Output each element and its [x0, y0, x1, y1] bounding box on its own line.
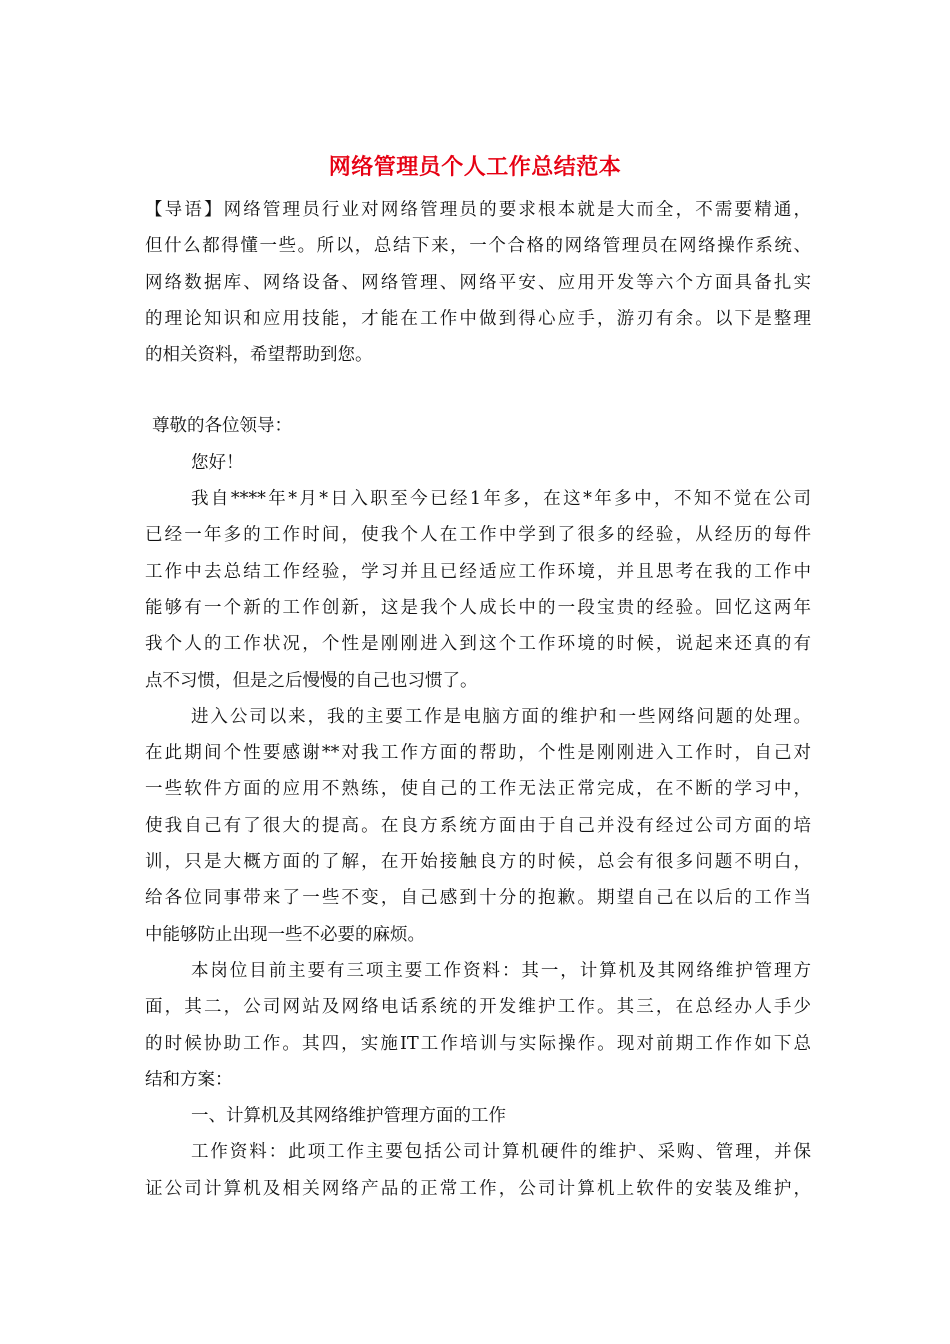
paragraph-line: 面，其二，公司网站及网络电话系统的开发维护工作。其三，在总经办人手少 [145, 997, 811, 1018]
paragraph-line: 能够有一个新的工作创新，这是我个人成长中的一段宝贵的经验。回忆这两年 [145, 597, 811, 618]
intro-line: 但什么都得懂一些。所以，总结下来，一个合格的网络管理员在网络操作系统、 [145, 236, 811, 257]
section-heading: 一、计算机及其网络维护管理方面的工作 [191, 1106, 506, 1127]
paragraph-line: 我自****年*月*日入职至今已经1年多，在这*年多中，不知不觉在公司 [191, 489, 811, 510]
paragraph-line: 本岗位目前主要有三项主要工作资料：其一，计算机及其网络维护管理方 [191, 960, 811, 981]
intro-line: 网络数据库、网络设备、网络管理、网络平安、应用开发等六个方面具备扎实 [145, 272, 811, 293]
intro-line: 【导语】网络管理员行业对网络管理员的要求根本就是大而全，不需要精通， [145, 200, 811, 220]
document-body [145, 192, 811, 1207]
paragraph-line: 的时候协助工作。其四，实施IT工作培训与实际操作。现对前期工作作如下总 [145, 1033, 811, 1054]
paragraph-line: 已经一年多的工作时间，使我个人在工作中学到了很多的经验，从经历的每件 [145, 525, 811, 546]
page-title: 网络管理员个人工作总结范本 [328, 154, 622, 180]
paragraph-line: 给各位同事带来了一些不变，自己感到十分的抱歉。期望自己在以后的工作当 [145, 888, 811, 909]
paragraph-line: 中能够防止出现一些不必要的麻烦。 [145, 924, 425, 945]
paragraph-line: 工作中去总结工作经验，学习并且已经适应工作环境，并且思考在我的工作中 [145, 561, 811, 582]
paragraph-line: 训，只是大概方面的了解，在开始接触良方的时候，总会有很多问题不明白， [145, 852, 811, 873]
paragraph-line: 在此期间个性要感谢**对我工作方面的帮助，个性是刚刚进入工作时，自己对 [145, 743, 811, 764]
intro-line: 的相关资料，希望帮助到您。 [145, 345, 373, 366]
blank-spacer [145, 373, 811, 408]
paragraph-line: 我个人的工作状况，个性是刚刚进入到这个工作环境的时候，说起来还真的有 [145, 634, 811, 655]
paragraph-line: 证公司计算机及相关网络产品的正常工作，公司计算机上软件的安装及维护， [145, 1178, 811, 1199]
paragraph-line: 点不习惯，但是之后慢慢的自己也习惯了。 [145, 670, 478, 691]
intro-line: 的理论知识和应用技能，才能在工作中做到得心应手，游刃有余。以下是整理 [145, 308, 811, 329]
greeting: 您好！ [191, 452, 244, 473]
paragraph-line: 结和方案： [145, 1069, 233, 1090]
paragraph-line: 进入公司以来，我的主要工作是电脑方面的维护和一些网络问题的处理。 [191, 706, 811, 727]
paragraph-line: 使我自己有了很大的提高。在良方系统方面由于自己并没有经过公司方面的培 [145, 815, 811, 836]
paragraph-line: 一些软件方面的应用不熟练，使自己的工作无法正常完成，在不断的学习中， [145, 779, 811, 800]
paragraph-line: 工作资料：此项工作主要包括公司计算机硬件的维护、采购、管理，并保 [191, 1142, 811, 1163]
salutation: 尊敬的各位领导： [152, 416, 292, 437]
